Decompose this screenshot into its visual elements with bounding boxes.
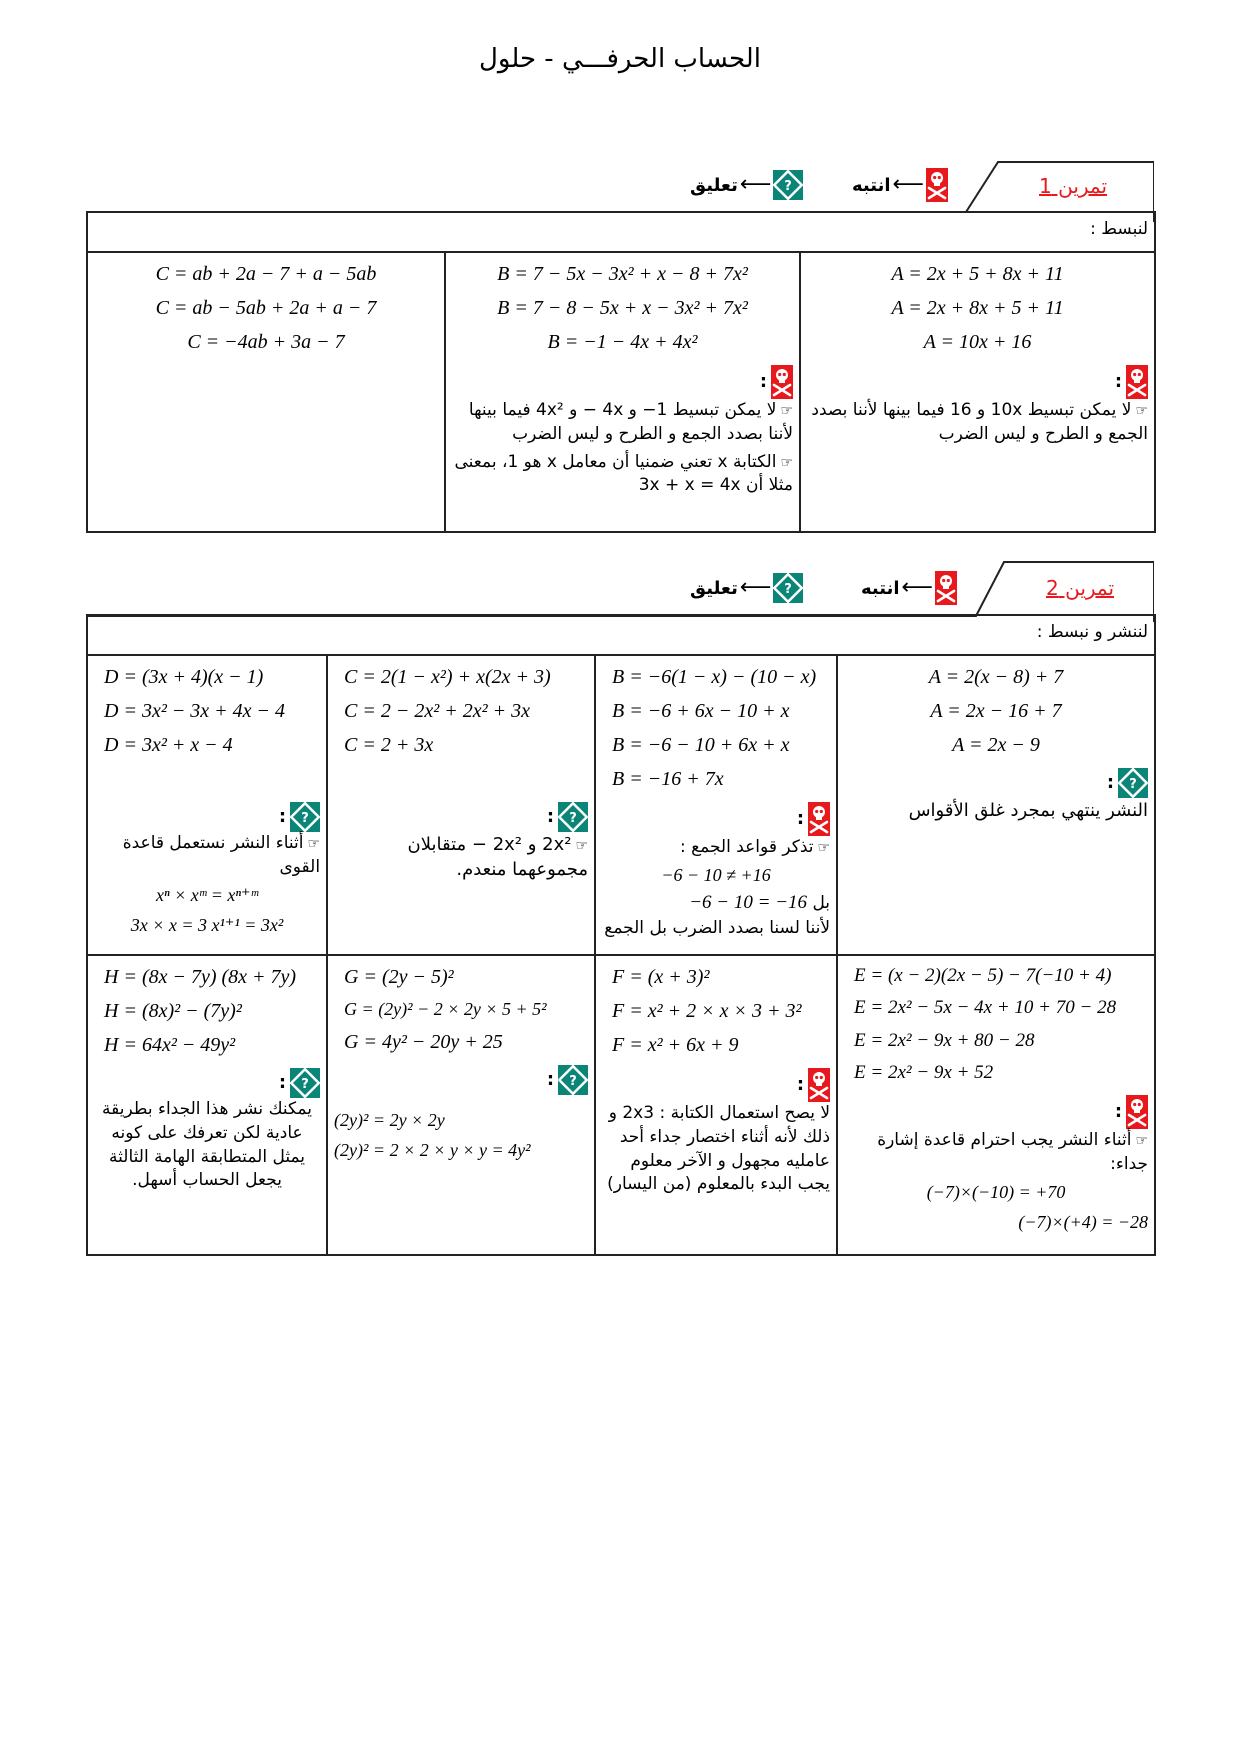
comment-icon	[290, 1068, 320, 1098]
attention-marker: :	[452, 365, 793, 399]
note: ☞أثناء النشر نستعمل قاعدة القوى	[122, 833, 321, 877]
comment-marker: :	[844, 768, 1148, 798]
attention-marker: :	[602, 1068, 830, 1102]
equation-line: E = 2x² − 9x + 80 − 28	[854, 1029, 1035, 1051]
note: النشر ينتهي بمجرد غلق الأقواس	[908, 800, 1149, 821]
note: ☞2x² و 2x² − متقابلان مجموعهما منعدم.	[407, 834, 589, 881]
comment-marker: :	[334, 802, 588, 832]
legend-attention-label: انتبه	[852, 174, 891, 196]
equation-line: C = 2 + 3x	[344, 734, 434, 756]
comment-icon	[558, 802, 588, 832]
equation-line: B = −6 + 6x − 10 + x	[612, 700, 790, 722]
note-equation: (−7)×(+4) = −28	[1018, 1212, 1149, 1233]
note: ☞لا يمكن تبسيط 10x و 16 فيما بينها لأننا بصدد الجمع و الطرح و ليس الضرب	[811, 400, 1149, 444]
ex2-cell-A	[837, 655, 1155, 955]
ex1-cell-B	[445, 252, 800, 532]
equation-line: A = 10x + 16	[923, 331, 1032, 353]
comment-marker: :	[94, 802, 320, 832]
equation-line: H = (8x − 7y) (8x + 7y)	[104, 966, 297, 988]
equation-line: A = 2(x − 8) + 7	[928, 666, 1064, 688]
equation-line: C = −4ab + 3a − 7	[187, 331, 345, 353]
skull-icon	[935, 571, 957, 605]
bullet-icon: ☞	[817, 840, 831, 856]
comment-icon	[1118, 768, 1148, 798]
legend-comment-label: تعليق	[690, 174, 738, 196]
skull-icon	[808, 1068, 830, 1102]
note: بل −6 − 10 = −16	[689, 892, 831, 914]
skull-icon	[926, 168, 948, 202]
equation-line: C = 2(1 − x²) + x(2x + 3)	[344, 666, 551, 688]
equation-line: C = ab + 2a − 7 + a − 5ab	[155, 263, 377, 285]
equation-line: G = (2y)² − 2 × 2y × 5 + 5²	[344, 999, 547, 1019]
skull-icon	[1126, 365, 1148, 399]
note: ☞الكتابة x تعني ضمنيا أن معامل x هو 1، بمعنى مثلا أن 3x + x = 4x	[454, 451, 794, 496]
equation-line: F = x² + 2 × x × 3 + 3²	[612, 1000, 802, 1022]
exercise-1-instruction: لنبسط :	[87, 212, 1155, 252]
comment-icon	[773, 170, 803, 200]
skull-icon	[771, 365, 793, 399]
equation-line: D = 3x² + x − 4	[104, 734, 233, 756]
comment-marker: :	[334, 1065, 588, 1095]
equation-line: H = (8x)² − (7y)²	[104, 1000, 242, 1022]
skull-icon	[808, 802, 830, 836]
equation-line: C = ab − 5ab + 2a + a − 7	[155, 297, 377, 319]
ex2-cell-E	[837, 955, 1155, 1255]
equation-line: A = 2x + 8x + 5 + 11	[891, 297, 1064, 319]
page-title: الحساب الحرفـــي - حلول	[479, 44, 761, 74]
ex2-cell-C	[327, 655, 595, 955]
ex2-cell-B	[595, 655, 837, 955]
equation-line: G = 4y² − 20y + 25	[344, 1030, 503, 1053]
header-frame	[86, 560, 1154, 622]
comment-marker: :	[94, 1068, 320, 1098]
equation-line: B = 7 − 8 − 5x + x − 3x² + 7x²	[497, 297, 748, 319]
ex2-cell-G	[327, 955, 595, 1255]
note-equation: (2y)² = 2 × 2 × y × y = 4y²	[334, 1140, 531, 1161]
note-equation: −6 − 10 ≠ +16	[661, 864, 771, 885]
legend-attention-label: انتبه	[861, 577, 900, 599]
equation-line: B = 7 − 5x − 3x² + x − 8 + 7x²	[497, 263, 748, 285]
equation-line: C = 2 − 2x² + 2x² + 3x	[344, 700, 530, 722]
ex1-cell-A	[800, 252, 1155, 532]
arrow-left-icon: ⟵	[892, 172, 925, 197]
equation-line: G = (2y − 5)²	[344, 966, 454, 988]
note-equation: 3x × x = 3 x¹⁺¹ = 3x²	[130, 915, 284, 936]
note: ☞تذكر قواعد الجمع :	[679, 837, 831, 857]
bullet-icon: ☞	[780, 454, 794, 471]
equation-line: F = x² + 6x + 9	[612, 1034, 739, 1056]
attention-marker: :	[844, 1095, 1148, 1129]
legend-comment	[690, 170, 803, 200]
equation-line: B = −6 − 10 + 6x + x	[612, 734, 790, 756]
note: لا يصح استعمال الكتابة : 2x3 و ذلك لأنه أثناء اختصار جداء أحد عامليه مجهول و الآخر معلوم يجب البدء بالمعلوم (من اليسار)	[607, 1103, 831, 1195]
bullet-icon: ☞	[307, 836, 321, 852]
exercise-2-instruction: لننشر و نبسط :	[87, 615, 1155, 655]
legend-comment-label: تعليق	[690, 577, 738, 599]
legend-comment	[690, 573, 803, 603]
legend-attention	[852, 168, 948, 202]
bullet-icon: ☞	[575, 838, 589, 854]
ex1-cell-C	[87, 252, 445, 532]
ex2-cell-H	[87, 955, 327, 1255]
equation-line: A = 2x − 16 + 7	[930, 700, 1062, 722]
note-equation: (2y)² = 2y × 2y	[334, 1109, 445, 1130]
equation-line: E = (x − 2)(2x − 5) − 7(−10 + 4)	[854, 965, 1112, 986]
note: لأننا لسنا بصدد الضرب بل الجمع	[604, 917, 831, 938]
equation-line: F = (x + 3)²	[612, 966, 710, 988]
comment-icon	[558, 1065, 588, 1095]
bullet-icon: ☞	[1135, 1133, 1149, 1150]
equation-line: A = 2x − 9	[952, 734, 1040, 756]
note-equation: (−7)×(−10) = +70	[926, 1181, 1066, 1202]
equation-line: E = 2x² − 5x − 4x + 10 + 70 − 28	[854, 997, 1117, 1019]
attention-marker: :	[602, 802, 830, 836]
exercise-1-title: تمرين 1	[1039, 174, 1108, 198]
skull-icon	[1126, 1095, 1148, 1129]
arrow-left-icon: ⟵	[739, 172, 772, 197]
comment-icon	[773, 573, 803, 603]
equation-line: H = 64x² − 49y²	[104, 1034, 236, 1056]
note: ☞لا يمكن تبسيط 1− و 4x − و 4x² فيما بينها لأننا بصدد الجمع و الطرح و ليس الضرب	[468, 400, 794, 444]
legend-attention	[861, 571, 957, 605]
equation-line: D = 3x² − 3x + 4x − 4	[104, 700, 286, 722]
equation-line: D = (3x + 4)(x − 1)	[104, 666, 264, 688]
exercise-2-table	[86, 614, 1156, 1256]
arrow-left-icon: ⟵	[739, 575, 772, 600]
bullet-icon: ☞	[780, 403, 794, 419]
bullet-icon: ☞	[1135, 403, 1149, 419]
ex2-cell-D	[87, 655, 327, 955]
note-equation: xⁿ × xᵐ = xⁿ⁺ᵐ	[155, 884, 259, 905]
equation-line: A = 2x + 5 + 8x + 11	[891, 263, 1064, 285]
note: يمكنك نشر هذا الجداء بطريقة عادية لكن تعرفك على كونه يمثل المتطابقة الهامة الثالثة يجعل الحساب أسهل.	[102, 1099, 312, 1191]
equation-line: B = −1 − 4x + 4x²	[547, 331, 698, 353]
equation-line: B = −16 + 7x	[612, 768, 724, 790]
exercise-1-table	[86, 211, 1156, 533]
exercise-2-header	[86, 560, 1154, 622]
attention-marker: :	[807, 365, 1148, 399]
equation-line: E = 2x² − 9x + 52	[854, 1061, 994, 1083]
note: ☞أثناء النشر يجب احترام قاعدة إشارة جداء:	[877, 1130, 1149, 1174]
arrow-left-icon: ⟵	[901, 575, 934, 600]
equation-line: B = −6(1 − x) − (10 − x)	[612, 666, 817, 688]
comment-icon	[290, 802, 320, 832]
exercise-2-title: تمرين 2	[1046, 576, 1115, 600]
ex2-cell-F	[595, 955, 837, 1255]
